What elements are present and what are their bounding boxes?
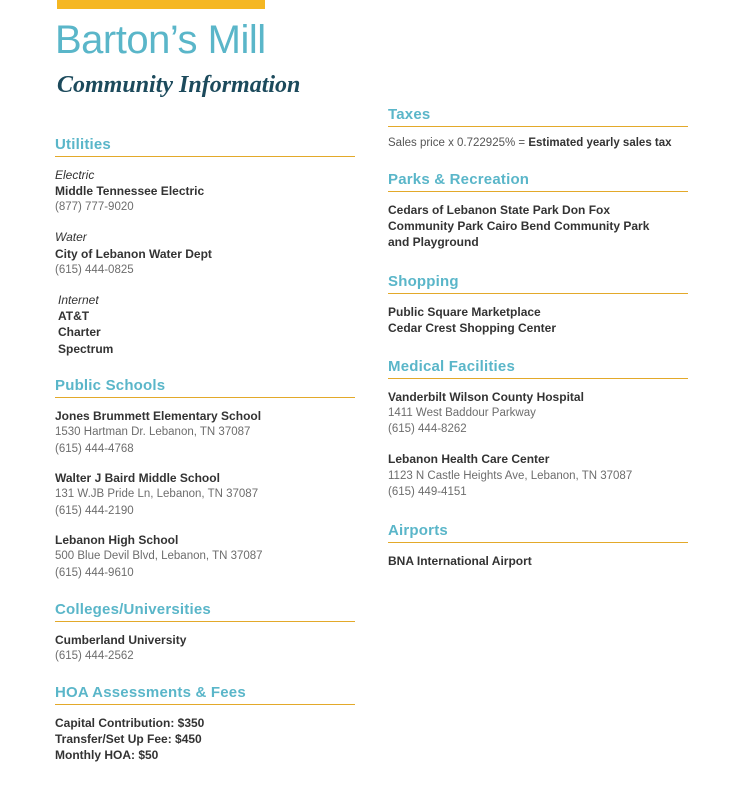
taxes-heading: Taxes bbox=[388, 106, 431, 123]
medical-item bbox=[388, 389, 688, 437]
park-line: Cedars of Lebanon State Park Don Fox bbox=[388, 203, 611, 217]
divider bbox=[55, 156, 355, 157]
internet-provider: AT&T bbox=[58, 309, 90, 324]
page-subtitle: Community Information bbox=[57, 72, 301, 98]
school-phone: (615) 444-4768 bbox=[55, 442, 134, 455]
school-item bbox=[55, 532, 355, 581]
tax-formula-prefix: Sales price x 0.722925% = bbox=[388, 137, 529, 149]
school-address: 131 W.JB Pride Ln, Lebanon, TN 37087 bbox=[55, 488, 259, 501]
accent-bar bbox=[57, 0, 265, 9]
medical-name: Lebanon Health Care Center bbox=[388, 452, 550, 467]
internet-provider: Charter bbox=[58, 325, 101, 340]
tax-formula-result: Estimated yearly sales tax bbox=[528, 137, 672, 149]
divider bbox=[388, 126, 688, 127]
divider bbox=[388, 542, 688, 543]
shopping-heading: Shopping bbox=[388, 272, 459, 290]
park-line: Community Park Cairo Bend Community Park bbox=[388, 219, 650, 234]
page-title: Barton’s Mill bbox=[55, 18, 266, 62]
utility-provider: City of Lebanon Water Dept bbox=[55, 246, 212, 261]
left-column bbox=[55, 136, 355, 783]
section-taxes bbox=[388, 106, 688, 149]
hoa-fee: Monthly HOA: $50 bbox=[55, 748, 159, 763]
public-schools-heading: Public Schools bbox=[55, 376, 166, 394]
medical-address: 1123 N Castle Heights Ave, Lebanon, TN 37087 bbox=[388, 469, 633, 482]
medical-address: 1411 West Baddour Parkway bbox=[388, 407, 536, 420]
college-item bbox=[55, 632, 355, 664]
hoa-heading: HOA Assessments & Fees bbox=[55, 683, 246, 701]
medical-phone: (615) 444-8262 bbox=[388, 423, 467, 436]
school-address: 500 Blue Devil Blvd, Lebanon, TN 37087 bbox=[55, 550, 263, 563]
section-parks bbox=[388, 171, 688, 251]
park-line: and Playground bbox=[388, 235, 479, 250]
school-item bbox=[55, 408, 355, 457]
parks-heading: Parks & Recreation bbox=[388, 171, 530, 188]
shopping-line: Public Square Marketplace bbox=[388, 304, 541, 319]
internet-provider: Spectrum bbox=[58, 341, 114, 356]
school-phone: (615) 444-2190 bbox=[55, 504, 134, 517]
section-shopping bbox=[388, 273, 688, 336]
medical-item bbox=[388, 451, 688, 499]
hoa-fee: Transfer/Set Up Fee: $450 bbox=[55, 732, 202, 747]
school-phone: (615) 444-9610 bbox=[55, 566, 134, 579]
college-phone: (615) 444-2562 bbox=[55, 649, 134, 662]
divider bbox=[55, 621, 355, 622]
utilities-heading: Utilities bbox=[55, 136, 111, 153]
section-public-schools bbox=[55, 377, 355, 581]
utility-water bbox=[55, 229, 355, 277]
section-hoa bbox=[55, 684, 355, 764]
divider bbox=[55, 704, 355, 705]
divider bbox=[55, 397, 355, 398]
divider bbox=[388, 191, 688, 192]
utility-label: Water bbox=[55, 230, 87, 245]
school-item bbox=[55, 470, 355, 519]
medical-name: Vanderbilt Wilson County Hospital bbox=[388, 389, 584, 404]
school-name: Jones Brummett Elementary School bbox=[55, 408, 262, 423]
utility-provider: Middle Tennessee Electric bbox=[55, 184, 205, 199]
medical-phone: (615) 449-4151 bbox=[388, 485, 467, 498]
school-name: Walter J Baird Middle School bbox=[55, 470, 220, 485]
airports-heading: Airports bbox=[388, 521, 448, 539]
utility-label: Internet bbox=[58, 292, 99, 307]
divider bbox=[388, 293, 688, 294]
right-column bbox=[388, 106, 688, 591]
school-address: 1530 Hartman Dr. Lebanon, TN 37087 bbox=[55, 426, 251, 439]
divider bbox=[388, 378, 688, 379]
section-airports bbox=[388, 522, 688, 569]
utility-internet bbox=[55, 292, 355, 357]
utility-label: Electric bbox=[55, 168, 95, 182]
utility-phone: (877) 777-9020 bbox=[55, 201, 134, 214]
college-name: Cumberland University bbox=[55, 632, 187, 647]
section-medical bbox=[388, 358, 688, 500]
medical-heading: Medical Facilities bbox=[388, 357, 515, 375]
tax-formula bbox=[388, 137, 688, 149]
colleges-heading: Colleges/Universities bbox=[55, 600, 211, 618]
utility-phone: (615) 444-0825 bbox=[55, 263, 134, 276]
section-utilities bbox=[55, 136, 355, 357]
hoa-fee: Capital Contribution: $350 bbox=[55, 715, 205, 730]
utility-electric bbox=[55, 167, 355, 215]
school-name: Lebanon High School bbox=[55, 532, 179, 547]
section-colleges bbox=[55, 601, 355, 664]
shopping-line: Cedar Crest Shopping Center bbox=[388, 320, 557, 335]
airport-name: BNA International Airport bbox=[388, 553, 532, 568]
